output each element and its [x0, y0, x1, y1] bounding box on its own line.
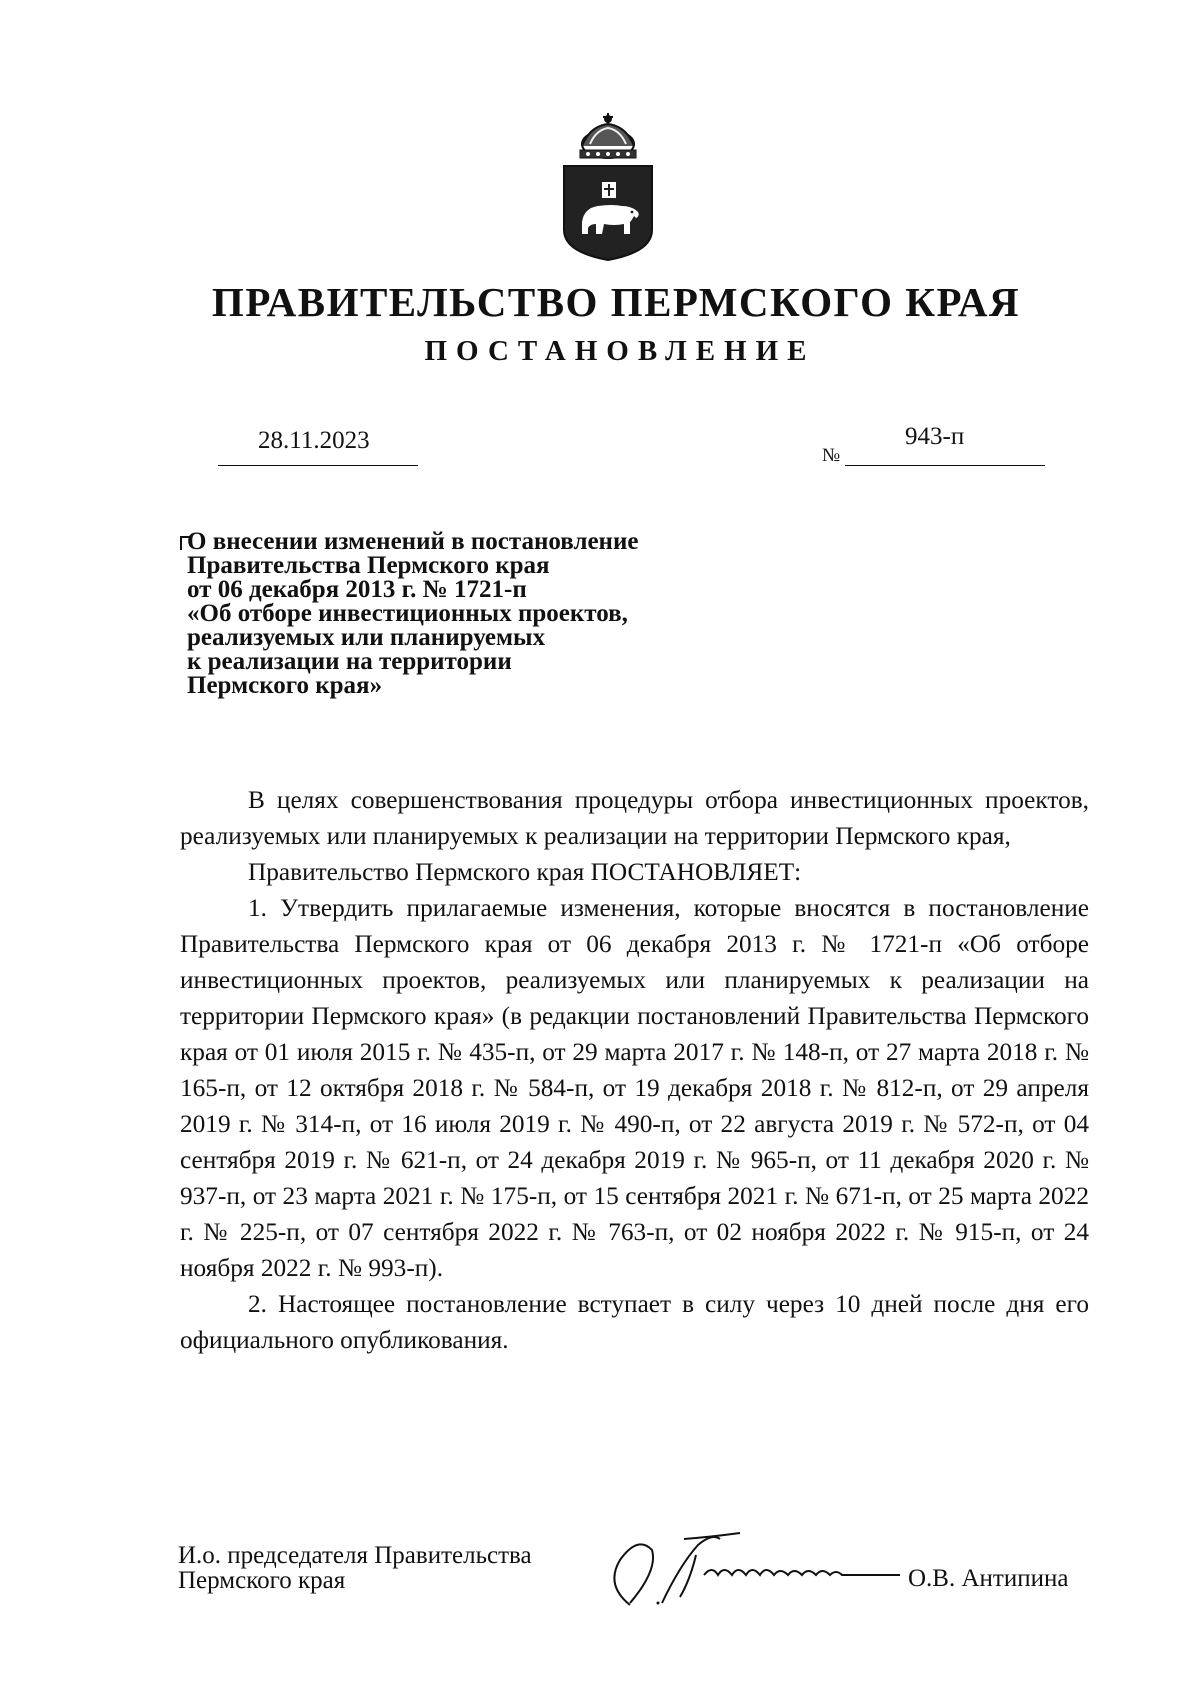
document-number-field — [845, 420, 1045, 466]
signatory-position — [178, 1543, 532, 1593]
coat-of-arms-icon — [560, 112, 656, 262]
subject-line: от 06 декабря 2013 г. № 1721-п — [187, 576, 527, 603]
organization-title: ПРАВИТЕЛЬСТВО ПЕРМСКОГО КРАЯ — [211, 279, 1021, 325]
document-subject — [187, 530, 707, 698]
document-number: 943-п — [905, 423, 965, 450]
subject-line: «Об отборе инвестиционных проектов, — [187, 600, 628, 627]
position-line: И.о. председателя Правительства — [178, 1542, 532, 1569]
subject-line: реализуемых или планируемых — [187, 624, 546, 651]
document-date-field — [218, 425, 418, 466]
document-date: 28.11.2023 — [258, 427, 370, 454]
signatory-name: О.В. Антипина — [908, 1565, 1069, 1592]
subject-line: О внесении изменений в постановление — [187, 528, 639, 555]
subject-line: к реализации на территории — [187, 648, 512, 675]
item-1-paragraph: 1. Утвердить прилагаемые изменения, которые вносятся в постановление Правительства Пермского края от 06 декабря 2013 г. № 1721-п «Об отборе инвестиционных проектов, реализуемых или планируемых к реализации на территории Пермского края» (в редакции постановлений Правительства Пермского края от 01 июля 2015 г. № 435-п, от 29 марта 2017 г. № 148-п, от 27 марта 2018 г. № 165-п, от 12 октября 2018 г. № 584-п, от 19 декабря 2018 г. № 812-п, от 29 апреля 2019 г. № 314-п, от 16 июля 2019 г. № 490-п, от 22 августа 2019 г. № 572-п, от 04 сентября 2019 г. № 621-п, от 24 декабря 2019 г. № 965-п, от 11 декабря 2020 г. № 937-п, от 23 марта 2021 г. № 175-п, от 15 сентября 2021 г. № 671-п, от 25 марта 2022 г. № 225-п, от 07 сентября 2022 г. № 763-п, от 02 ноября 2022 г. № 915-п, от 24 ноября 2022 г. № 993-п). — [180, 894, 1089, 1282]
document-body — [180, 782, 1089, 1358]
resolves-paragraph: Правительство Пермского края ПОСТАНОВЛЯЕТ: — [248, 858, 802, 886]
number-sign: № — [822, 445, 841, 466]
item-2-paragraph: 2. Настоящее постановление вступает в силу через 10 дней после дня его официального опубликования. — [180, 1290, 1089, 1354]
preamble-paragraph: В целях совершенствования процедуры отбора инвестиционных проектов, реализуемых или планируемых к реализации на территории Пермского края, — [180, 786, 1089, 850]
subject-line: Правительства Пермского края — [187, 552, 550, 579]
position-line: Пермского края — [178, 1567, 346, 1594]
handwritten-signature-icon — [600, 1525, 910, 1610]
subject-line: Пермского края» — [187, 672, 383, 699]
document-type: ПОСТАНОВЛЕНИЕ — [424, 335, 816, 367]
